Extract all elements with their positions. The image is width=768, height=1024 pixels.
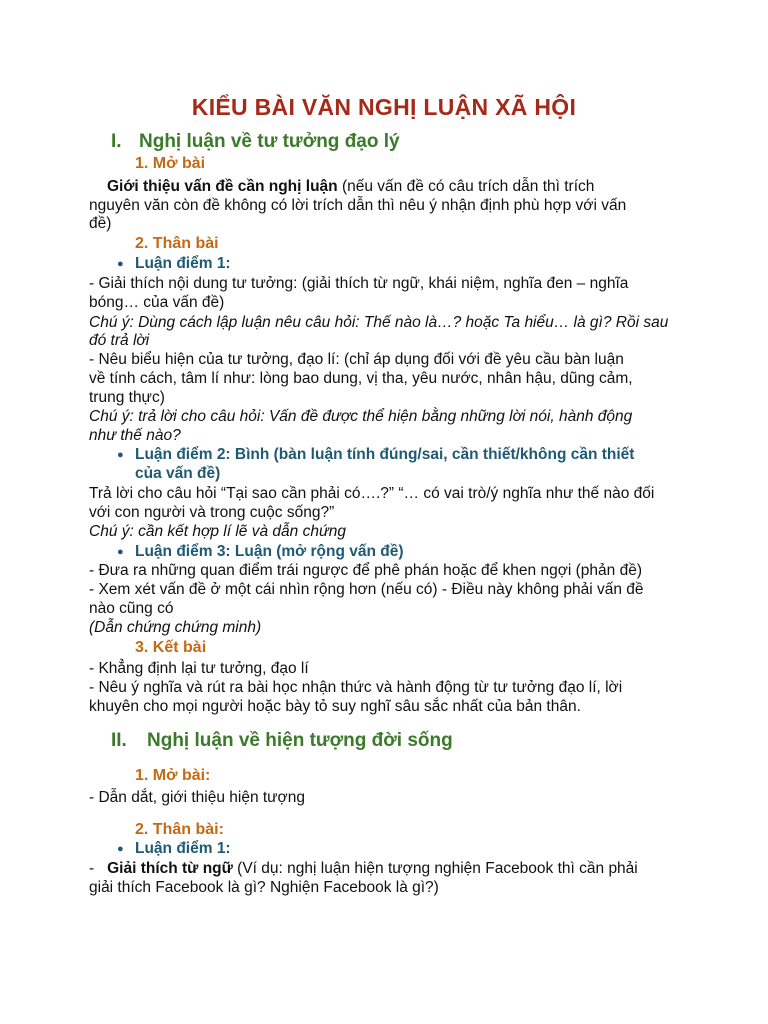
- s1-ld1-a2: bóng… của vấn đề): [89, 294, 225, 311]
- s1-ld1-bullet: [117, 254, 231, 274]
- section-2-number: II.: [111, 730, 127, 751]
- s1-ld1-note-2: đó trả lời: [89, 332, 150, 349]
- s1-ld2-note: Chú ý: cần kết hợp lí lẽ và dẫn chứng: [89, 523, 347, 540]
- s2-ld1-bold: Giải thích từ ngữ: [107, 860, 233, 877]
- bullet-icon: ●: [117, 449, 124, 461]
- s2-ld1-line-1: [89, 859, 638, 878]
- section-1-title: Nghị luận về tư tưởng đạo lý: [139, 131, 400, 152]
- bullet-icon: ●: [117, 843, 124, 855]
- s2-ld1-text: (Ví dụ: nghị luận hiện tượng nghiện Facebook thì cần phải: [232, 860, 638, 877]
- s1-ld1-label: Luận điểm 1:: [135, 255, 231, 272]
- s1-mo-bai-line-3: đề): [89, 215, 112, 232]
- s1-ld3-bullet: [117, 542, 404, 562]
- s1-ld3-c: (Dẫn chứng chứng minh): [89, 619, 262, 636]
- s1-ld1-note-3: Chú ý: trả lời cho câu hỏi: Vấn đề được thể hiện bằng những lời nói, hành động: [89, 408, 633, 425]
- section-1-number: I.: [111, 131, 122, 152]
- s2-ld1-bullet: [117, 839, 231, 859]
- s1-ld2-label-2: của vấn đề): [135, 465, 221, 482]
- s1-mo-bai-heading: 1. Mở bài: [135, 155, 206, 172]
- s1-ld1-b1: - Nêu biểu hiện của tư tưởng, đạo lí: (chỉ áp dụng đối với đề yêu cầu bàn luận: [89, 351, 624, 368]
- bullet-icon: ●: [117, 258, 124, 270]
- s1-ld2-text-2: với con người và trong cuộc sống?”: [89, 504, 335, 521]
- s1-ld1-note-4: như thế nào?: [89, 427, 181, 444]
- section-2-title: Nghị luận về hiện tượng đời sống: [147, 730, 453, 751]
- s1-ld1-b2: về tính cách, tâm lí như: lòng bao dung, vị tha, yêu nước, nhân hậu, dũng cảm,: [89, 370, 633, 387]
- section-1-heading: [111, 132, 400, 151]
- s1-mo-bai-bold: Giới thiệu vấn đề cần nghị luận: [107, 178, 338, 195]
- s2-mo-bai-line-1: - Dẫn dắt, giới thiệu hiện tượng: [89, 789, 305, 806]
- s1-ld2-bullet: [117, 445, 634, 465]
- s1-ld3-label: Luận điểm 3: Luận (mở rộng vấn đề): [135, 543, 404, 560]
- s1-kb-a: - Khẳng định lại tư tưởng, đạo lí: [89, 660, 309, 677]
- s1-mo-bai-line-1: [107, 177, 594, 196]
- s1-mo-bai-text: (nếu vấn đề có câu trích dẫn thì trích: [337, 178, 595, 195]
- s1-ket-bai-heading: 3. Kết bài: [135, 639, 207, 656]
- s2-than-bai-heading: 2. Thân bài:: [135, 821, 224, 838]
- bullet-icon: ●: [117, 546, 124, 558]
- s1-ld2-text-1: Trả lời cho câu hỏi “Tại sao cần phải có….?” “… có vai trò/ý nghĩa như thế nào đối: [89, 485, 655, 502]
- s1-ld1-a1: - Giải thích nội dung tư tưởng: (giải thích từ ngữ, khái niệm, nghĩa đen – nghĩa: [89, 275, 629, 292]
- s1-kb-b2: khuyên cho mọi người hoặc bày tỏ suy nghĩ sâu sắc nhất của bản thân.: [89, 698, 581, 715]
- s1-mo-bai-line-2: nguyên văn còn đề không có lời trích dẫn thì nêu ý nhận định phù hợp với vấn: [89, 197, 627, 214]
- s2-ld1-line-2: giải thích Facebook là gì? Nghiện Facebook là gì?): [89, 879, 439, 896]
- s1-than-bai-heading: 2. Thân bài: [135, 235, 219, 252]
- s1-ld3-a: - Đưa ra những quan điểm trái ngược để phê phán hoặc để khen ngợi (phản đề): [89, 562, 642, 579]
- s1-ld1-b3: trung thực): [89, 389, 165, 406]
- s1-ld3-b2: nào cũng có: [89, 600, 174, 617]
- s2-mo-bai-heading: 1. Mở bài:: [135, 767, 211, 784]
- section-2-heading: [111, 731, 453, 750]
- s2-ld1-dash: -: [89, 860, 108, 877]
- s2-ld1-label: Luận điểm 1:: [135, 840, 231, 857]
- s1-ld3-b1: - Xem xét vấn đề ở một cái nhìn rộng hơn (nếu có) - Điều này không phải vấn đề: [89, 581, 644, 598]
- s1-ld2-label: Luận điểm 2: Bình (bàn luận tính đúng/sai, cần thiết/không cần thiết: [135, 446, 635, 463]
- s1-kb-b1: - Nêu ý nghĩa và rút ra bài học nhận thức và hành động từ tư tưởng đạo lí, lời: [89, 679, 623, 696]
- s1-ld1-note-1: Chú ý: Dùng cách lập luận nêu câu hỏi: Thế nào là…? hoặc Ta hiểu… là gì? Rồi sau: [89, 314, 669, 331]
- page-title: KIỂU BÀI VĂN NGHỊ LUẬN XÃ HỘI: [191, 94, 577, 120]
